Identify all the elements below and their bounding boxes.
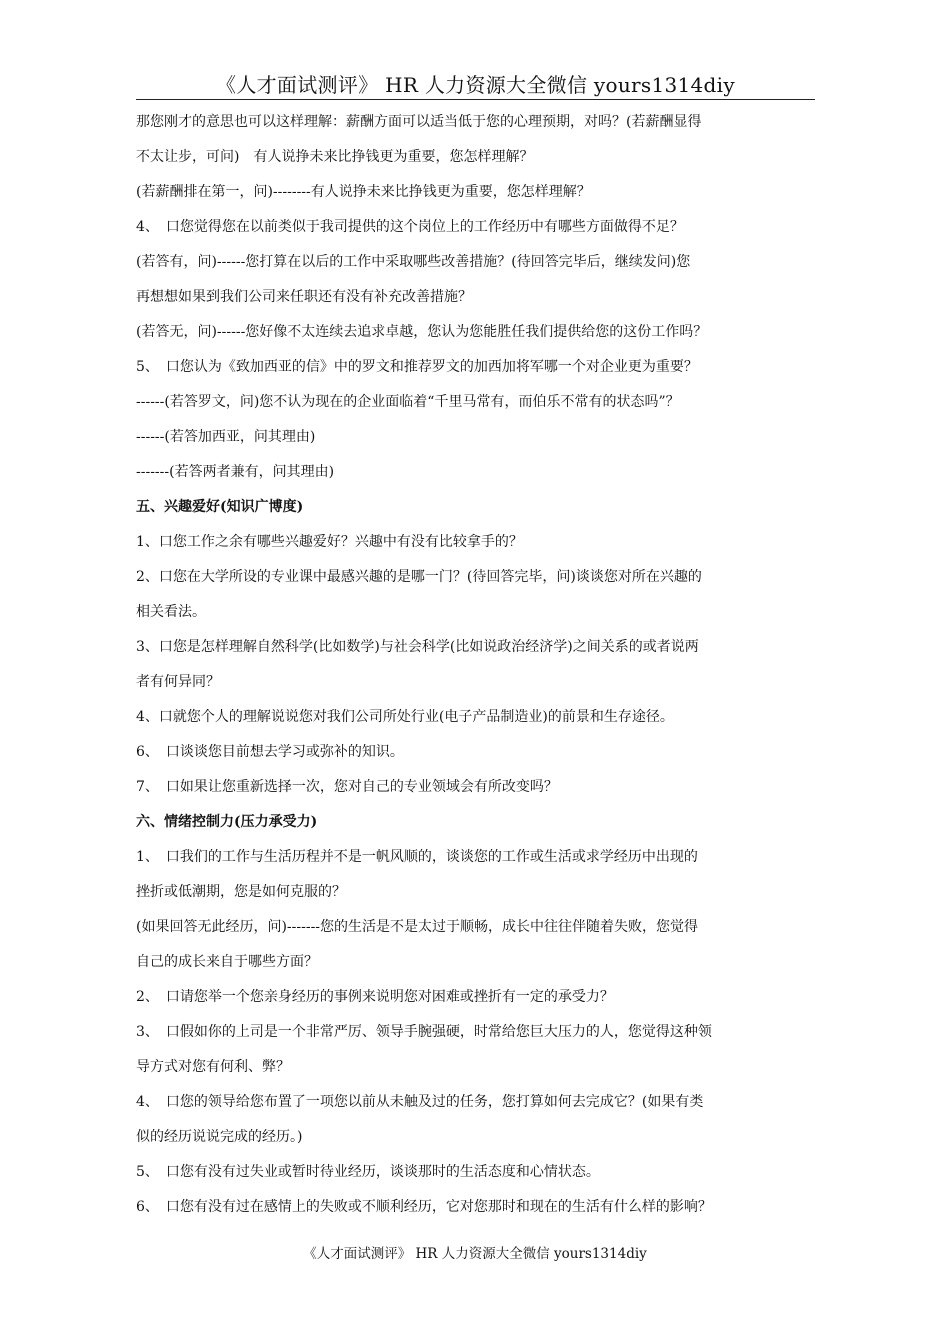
- text-line: 2、 口请您举一个您亲身经历的事例来说明您对困难或挫折有一定的承受力？: [136, 989, 614, 1005]
- text-line: (若薪酬排在第一，问)--------有人说挣未来比挣钱更为重要，您怎样理解？: [136, 184, 591, 200]
- text-line: (若答有，问)------您打算在以后的工作中采取哪些改善措施？(待回答完毕后，继续发问)您: [136, 254, 691, 270]
- page-header-title: 《人才面试测评》 HR 人力资源大全微信 yours1314diy: [216, 73, 735, 97]
- section-heading: 五、兴趣爱好(知识广博度): [136, 499, 304, 515]
- text-line: 5、 口您认为《致加西亚的信》中的罗文和推荐罗文的加西加将军哪一个对企业更为重要？: [136, 359, 698, 375]
- text-line: 6、 口谈谈您目前想去学习或弥补的知识。: [136, 744, 404, 760]
- section-heading: 六、情绪控制力(压力承受力): [136, 814, 318, 830]
- text-line: 自己的成长来自于哪些方面？: [136, 954, 318, 970]
- text-line: 不太让步，可问) 有人说挣未来比挣钱更为重要，您怎样理解？: [136, 149, 534, 165]
- text-line: 3、口您是怎样理解自然科学(比如数学)与社会科学(比如说政治经济学)之间关系的或者说两: [136, 639, 699, 655]
- text-line: 6、 口您有没有过在感情上的失败或不顺利经历，它对您那时和现在的生活有什么样的影响？: [136, 1199, 712, 1215]
- text-line: 3、 口假如你的上司是一个非常严厉、领导手腕强硬，时常给您巨大压力的人，您觉得这种领: [136, 1024, 712, 1040]
- text-line: 2、口您在大学所设的专业课中最感兴趣的是哪一门？(待回答完毕，问)谈谈您对所在兴趣的: [136, 569, 702, 585]
- text-line: 挫折或低潮期，您是如何克服的？: [136, 884, 346, 900]
- text-line: 导方式对您有何利、弊？: [136, 1059, 290, 1075]
- text-line: 5、 口您有没有过失业或暂时待业经历，谈谈那时的生活态度和心情状态。: [136, 1164, 600, 1180]
- text-line: ------(若答罗文，问)您不认为现在的企业面临着“千里马常有，而伯乐不常有的状态吗”？: [136, 394, 680, 410]
- text-line: (如果回答无此经历，问)-------您的生活是不是太过于顺畅，成长中往往伴随着失败，您觉得: [136, 919, 699, 935]
- text-line: 4、 口您觉得您在以前类似于我司提供的这个岗位上的工作经历中有哪些方面做得不足？: [136, 219, 684, 235]
- text-line: -------(若答两者兼有，问其理由): [136, 464, 335, 480]
- text-line: 1、口您工作之余有哪些兴趣爱好？兴趣中有没有比较拿手的？: [136, 534, 523, 550]
- text-line: 相关看法。: [136, 604, 206, 620]
- text-line: 似的经历说说完成的经历。): [136, 1129, 303, 1145]
- text-line: 者有何异同？: [136, 674, 220, 690]
- header-rule: [136, 99, 815, 100]
- page-footer: 《人才面试测评》 HR 人力资源大全微信 yours1314diy: [303, 1246, 647, 1262]
- text-line: 4、口就您个人的理解说说您对我们公司所处行业(电子产品制造业)的前景和生存途径。: [136, 709, 674, 725]
- document-body: [136, 111, 826, 1231]
- text-line: (若答无，问)------您好像不太连续去追求卓越，您认为您能胜任我们提供给您的这份工作吗？: [136, 324, 708, 340]
- text-line: 再想想如果到我们公司来任职还有没有补充改善措施？: [136, 289, 472, 305]
- text-line: 1、 口我们的工作与生活历程并不是一帆风顺的，谈谈您的工作或生活或求学经历中出现的: [136, 849, 698, 865]
- text-line: 4、 口您的领导给您布置了一项您以前从未触及过的任务，您打算如何去完成它？(如果有类: [136, 1094, 704, 1110]
- text-line: 那您刚才的意思也可以这样理解：薪酬方面可以适当低于您的心理预期，对吗？(若薪酬显得: [136, 114, 702, 130]
- text-line: ------(若答加西亚，问其理由): [136, 429, 316, 445]
- text-line: 7、 口如果让您重新选择一次，您对自己的专业领域会有所改变吗？: [136, 779, 558, 795]
